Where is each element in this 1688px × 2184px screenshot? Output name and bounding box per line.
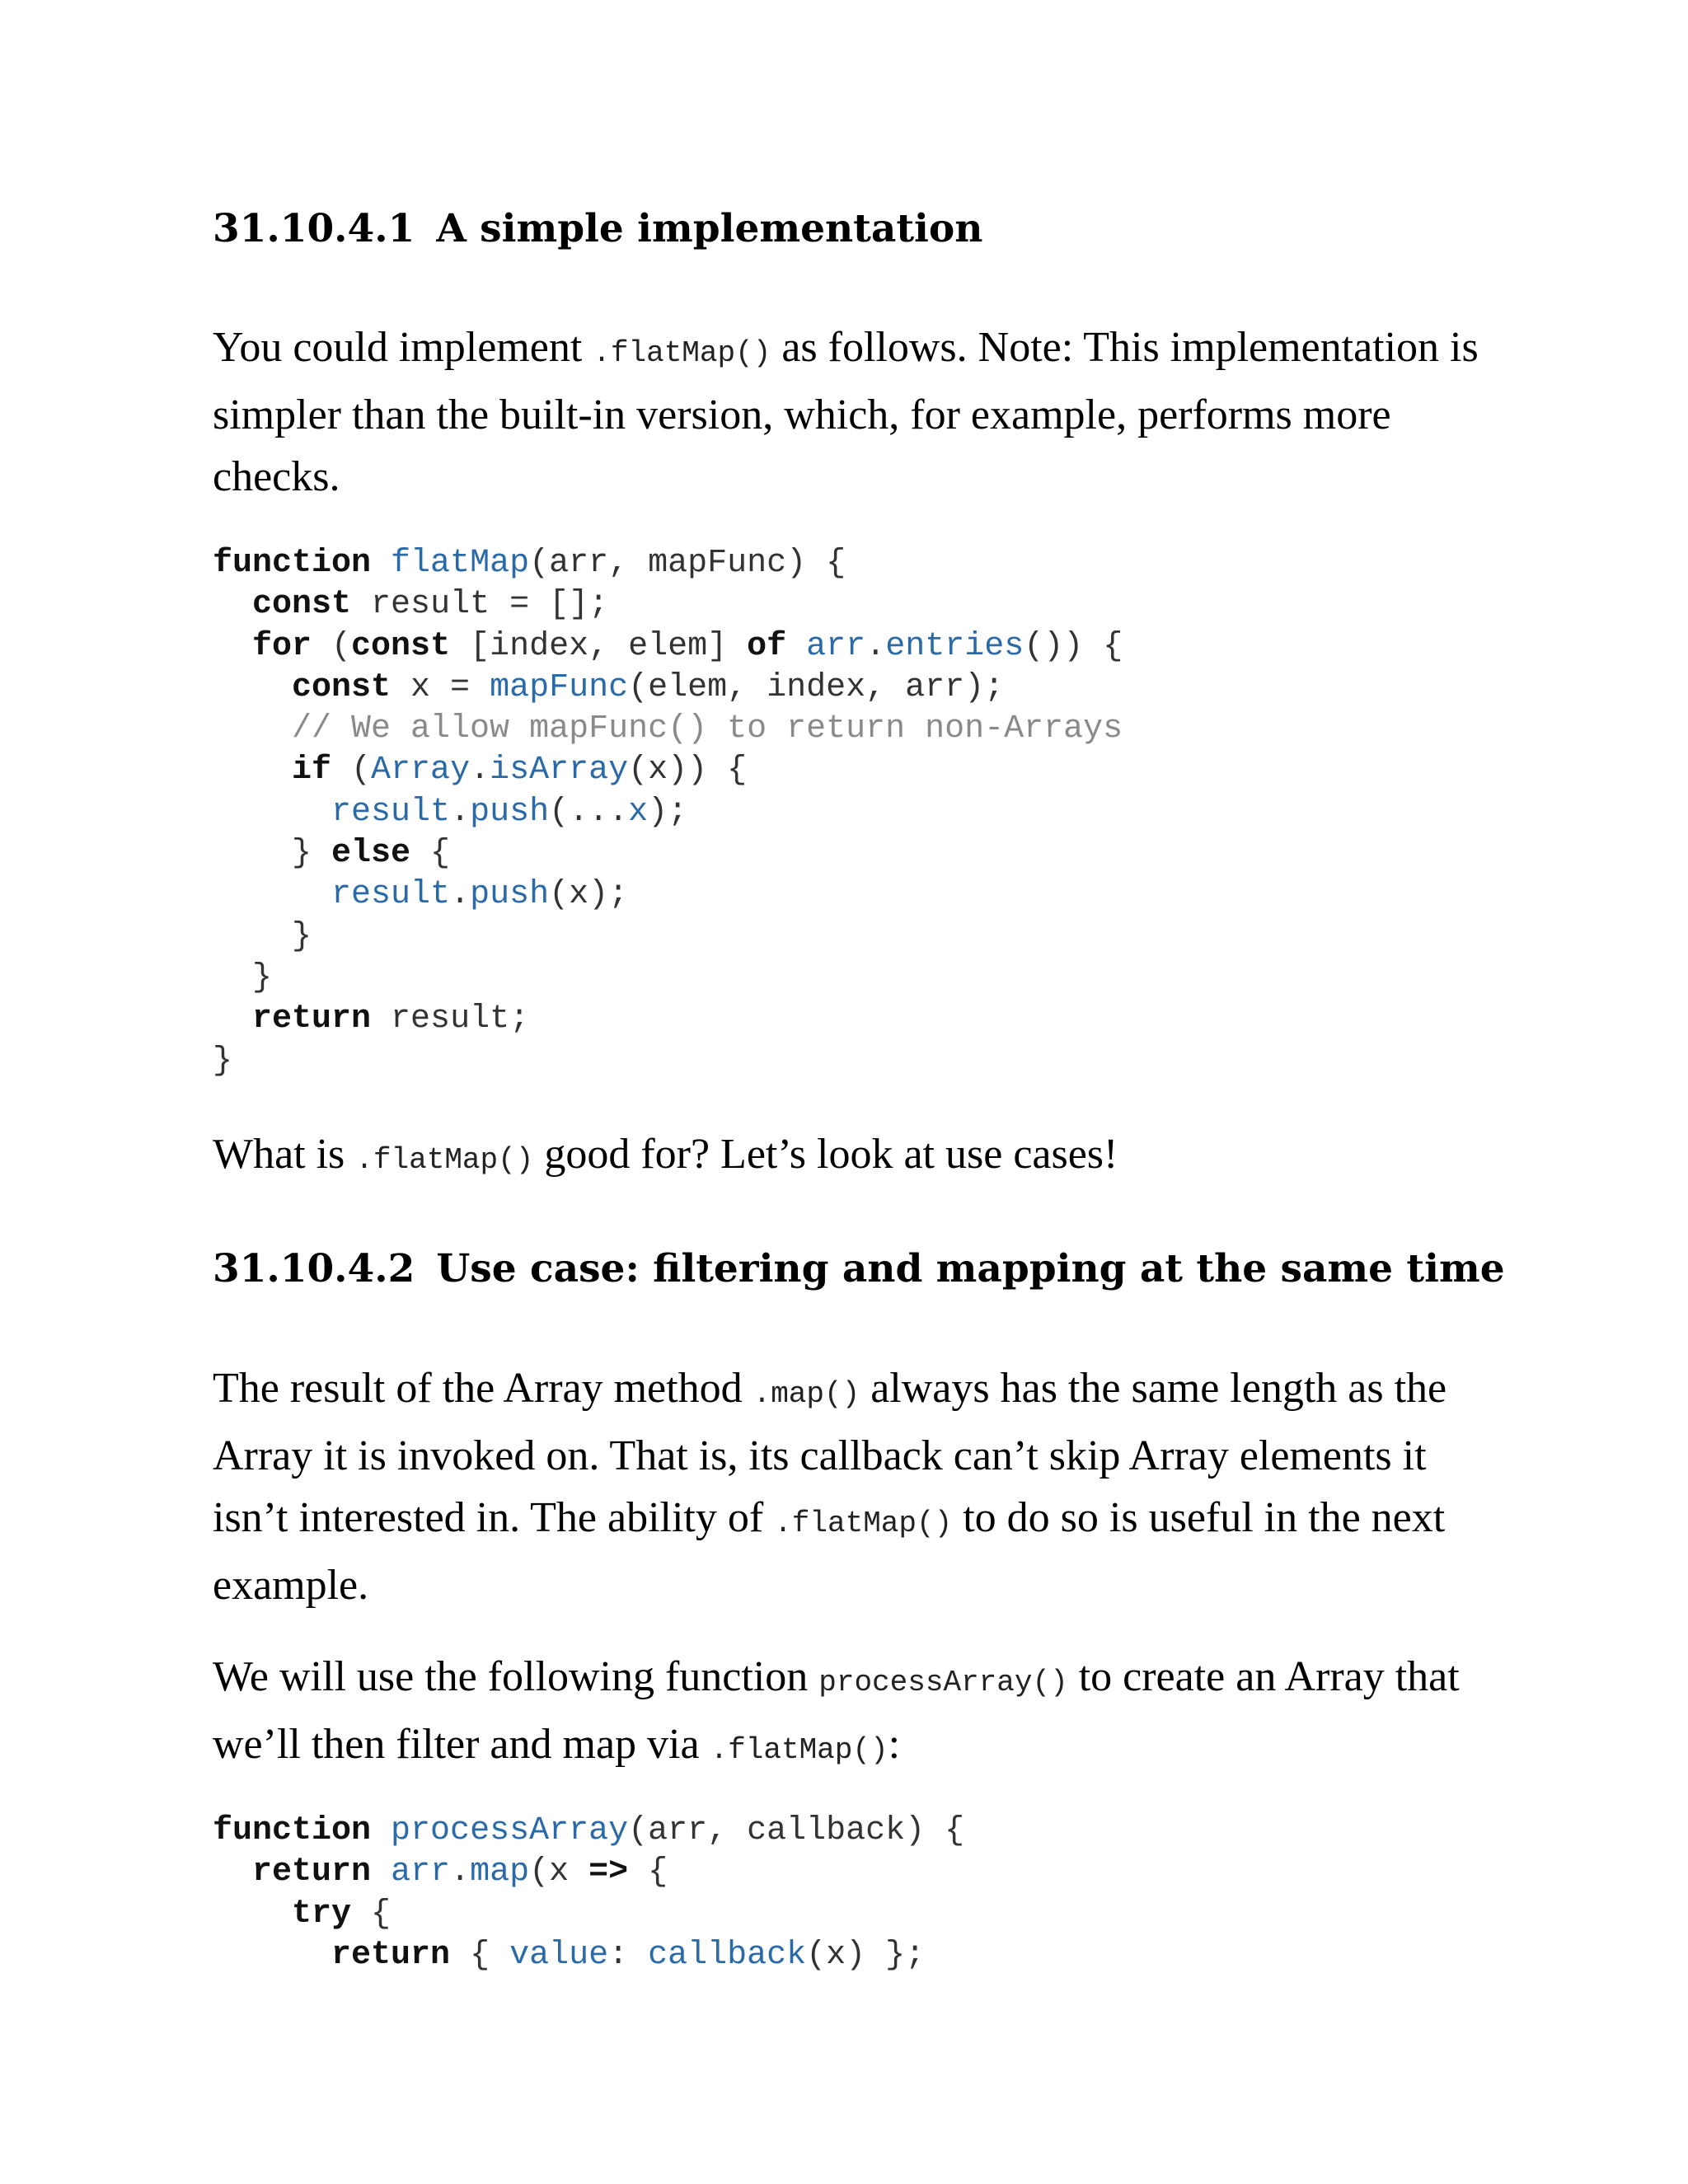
text-span: What is xyxy=(213,1131,356,1178)
code-token: for xyxy=(252,627,312,665)
code-line xyxy=(213,669,1004,706)
code-line xyxy=(213,835,450,872)
code-token xyxy=(213,1937,331,1974)
code-token: x = xyxy=(391,668,490,706)
paragraph-implementation-intro xyxy=(213,316,1482,508)
text-span: You could implement xyxy=(213,324,593,371)
code-line xyxy=(213,876,628,913)
code-token xyxy=(213,586,252,623)
code-token: { xyxy=(450,1936,510,1974)
code-token: } xyxy=(213,1042,233,1080)
inline-code: .flatMap() xyxy=(710,1733,889,1767)
code-token: => xyxy=(588,1854,629,1891)
code-token: ( xyxy=(331,752,372,790)
code-token: . xyxy=(450,876,471,914)
code-token: if xyxy=(292,752,332,790)
code-token: . xyxy=(470,752,490,790)
code-token xyxy=(213,1854,252,1891)
text-span: The result of the Array method xyxy=(213,1365,753,1412)
inline-code: .flatMap() xyxy=(774,1507,953,1540)
code-token: . xyxy=(450,1854,471,1891)
code-token: isArray xyxy=(490,752,629,790)
code-token: const xyxy=(252,586,352,624)
code-token: { xyxy=(351,1895,392,1933)
code-line xyxy=(213,545,846,582)
code-line xyxy=(213,1043,232,1080)
code-token: Array xyxy=(371,752,471,790)
code-line xyxy=(213,710,1123,748)
code-token: } xyxy=(213,958,273,996)
section-title: Use case: filtering and mapping at the same time xyxy=(436,1246,1505,1291)
code-line xyxy=(213,1854,668,1891)
code-token: push xyxy=(470,876,550,914)
inline-code: .flatMap() xyxy=(593,336,771,370)
code-token xyxy=(213,1001,252,1038)
code-token: function xyxy=(213,545,372,582)
code-token: { xyxy=(410,835,451,873)
code-line xyxy=(213,752,747,789)
code-token: push xyxy=(470,793,550,831)
code-token: . xyxy=(865,627,886,665)
text-span: We will use the following function xyxy=(213,1653,819,1700)
code-token: arr xyxy=(806,627,866,665)
code-token: processArray xyxy=(391,1812,629,1849)
code-token: mapFunc xyxy=(490,668,629,706)
section-number: 31.10.4.2 xyxy=(213,1246,415,1291)
code-token: } xyxy=(213,835,332,873)
code-token: . xyxy=(450,793,471,831)
code-token xyxy=(371,1812,391,1849)
code-token xyxy=(213,1896,292,1933)
code-token: result xyxy=(331,876,451,914)
paragraph-process-array-intro xyxy=(213,1646,1482,1781)
code-token xyxy=(213,794,331,831)
code-line xyxy=(213,1001,529,1038)
text-span: : xyxy=(888,1721,901,1768)
code-token: return xyxy=(331,1936,451,1974)
paragraph-what-is-flatmap xyxy=(213,1123,1482,1191)
code-token: entries xyxy=(885,627,1025,665)
text-span: always has the same length as the Array it is invoked on. That is, its callback can’t skip Array elements it isn’t interested in. The ability of xyxy=(213,1365,1447,1541)
code-line xyxy=(213,918,312,955)
code-token: x xyxy=(628,793,649,831)
code-line xyxy=(213,628,1123,665)
code-token: return xyxy=(252,1854,372,1891)
code-token: ()) { xyxy=(1024,627,1123,665)
code-token: (arr, mapFunc) { xyxy=(529,545,846,582)
code-token: (elem, index, arr); xyxy=(628,668,1005,706)
code-token xyxy=(371,545,391,582)
code-line xyxy=(213,959,272,996)
code-token: { xyxy=(628,1854,668,1891)
code-token xyxy=(213,669,292,706)
code-token xyxy=(213,876,331,913)
code-token: (... xyxy=(549,793,629,831)
code-token: map xyxy=(470,1854,530,1891)
section-heading-simple-implementation xyxy=(213,204,982,254)
section-title: A simple implementation xyxy=(436,206,983,251)
code-token: const xyxy=(292,668,392,706)
code-token: (x); xyxy=(549,876,629,914)
code-block-flatmap xyxy=(213,543,1123,1082)
inline-code: processArray() xyxy=(818,1666,1068,1699)
code-token: arr xyxy=(391,1854,451,1891)
text-span: to create an Array that we’ll then filter and map via xyxy=(213,1653,1460,1768)
code-token: else xyxy=(331,835,411,873)
code-token: } xyxy=(213,917,312,955)
code-token xyxy=(786,628,806,665)
inline-code: .map() xyxy=(753,1377,860,1411)
code-token: [index, elem] xyxy=(450,627,748,665)
code-block-process-array xyxy=(213,1811,964,1976)
section-heading-filtering-mapping xyxy=(213,1244,1505,1294)
code-token xyxy=(213,710,292,748)
code-token xyxy=(213,628,252,665)
text-span: good for? Let’s look at use cases! xyxy=(533,1131,1118,1178)
code-token: result; xyxy=(371,1001,530,1038)
inline-code: .flatMap() xyxy=(355,1143,534,1177)
section-number: 31.10.4.1 xyxy=(213,206,415,251)
code-token: (x)) { xyxy=(628,752,748,790)
text-span: to do so is useful in the next example. xyxy=(213,1494,1446,1609)
code-token: return xyxy=(252,1001,372,1038)
code-token: value xyxy=(509,1936,609,1974)
code-token xyxy=(371,1854,391,1891)
code-token: try xyxy=(292,1895,352,1933)
code-line xyxy=(213,1812,964,1849)
code-token xyxy=(213,752,292,789)
code-token: : xyxy=(608,1936,649,1974)
code-token: result xyxy=(331,793,451,831)
code-line xyxy=(213,794,687,831)
paragraph-map-length xyxy=(213,1357,1482,1616)
code-token: ( xyxy=(312,627,352,665)
text-span: as follows. Note: This implementation is simpler than the built-in version, which, for example, performs more checks. xyxy=(213,324,1479,500)
code-token: (arr, callback) { xyxy=(628,1812,965,1849)
code-token: // We allow mapFunc() to return non-Arrays xyxy=(292,710,1123,748)
code-token: (x) }; xyxy=(806,1936,926,1974)
code-line xyxy=(213,1937,925,1974)
code-token: const xyxy=(351,627,451,665)
code-token: (x xyxy=(529,1854,589,1891)
code-token: ); xyxy=(648,793,688,831)
code-token: callback xyxy=(648,1936,807,1974)
code-token: result = []; xyxy=(351,586,609,624)
code-token: of xyxy=(747,627,787,665)
code-token: flatMap xyxy=(391,545,530,582)
code-line xyxy=(213,1896,391,1933)
code-token: function xyxy=(213,1812,372,1849)
code-line xyxy=(213,586,608,623)
